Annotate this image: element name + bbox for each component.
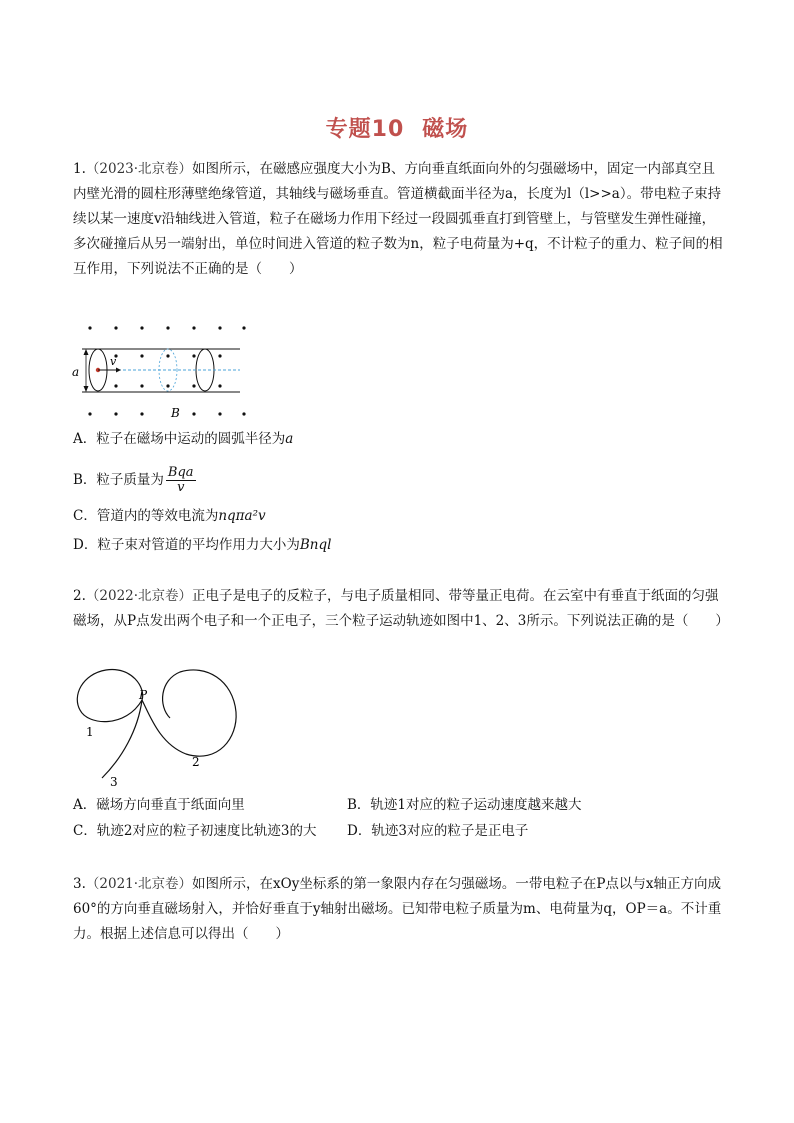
magnetic-field-dots bbox=[88, 326, 245, 415]
figure-label-a: a bbox=[72, 365, 80, 379]
question-2-option-c: C．轨迹2对应的粒子初速度比轨迹3的大 bbox=[73, 823, 317, 839]
question-1-number: 1. bbox=[73, 161, 86, 177]
question-2-figure bbox=[68, 660, 248, 790]
question-1-option-b: B．粒子质量为 $\frac{\text{Bqa}}{v}$ bbox=[73, 465, 194, 495]
figure-label-B: B bbox=[171, 406, 180, 420]
question-2-stem bbox=[73, 584, 729, 634]
question-1-stem bbox=[73, 157, 723, 282]
question-2-option-b: B．轨迹1对应的粒子运动速度越来越大 bbox=[347, 797, 582, 813]
question-1-figure bbox=[70, 320, 250, 420]
question-3-stem bbox=[73, 872, 723, 947]
question-3-source: （2021·北京卷） bbox=[85, 876, 193, 892]
question-1-option-a: A．粒子在磁场中运动的圆弧半径为a bbox=[73, 431, 294, 447]
figure-label-2: 2 bbox=[192, 755, 200, 769]
question-3-text: 如图所示，在xOy坐标系的第一象限内存在匀强磁场。一带电粒子在P点以与x轴正方向成60°的方向垂直磁场射入，并恰好垂直于y轴射出磁场。已知带电粒子质量为m、电荷量为q，OP＝a。不计重力。根据上述信息可以得出（ ） bbox=[73, 876, 722, 942]
title-topic-name: 磁场 bbox=[422, 117, 469, 142]
question-1-text: 如图所示，在磁感应强度大小为B、方向垂直纸面向外的匀强磁场中，固定一内部真空且内壁光滑的圆柱形薄壁绝缘管道，其轴线与磁场垂直。管道横截面半径为a，长度为l（l>>a）。带电粒子束持续以某一速度v沿轴线进入管道，粒子在磁场力作用下经过一段圆弧垂直打到管壁上，与管壁发生弹性碰撞，多次碰撞后从另一端射出，单位时间进入管道的粒子数为n，粒子电荷量为+q，不计粒子的重力、粒子间的相互作用，下列说法不正确的是（ ） bbox=[73, 161, 723, 277]
figure-label-P: P bbox=[139, 688, 148, 702]
question-2-option-a: A．磁场方向垂直于纸面向里 bbox=[73, 797, 245, 813]
fraction-mass: $\frac{\text{Bqa}}{v}$ bbox=[167, 465, 194, 495]
question-3-number: 3. bbox=[73, 876, 86, 892]
trajectory-3 bbox=[102, 700, 142, 778]
page-title bbox=[0, 112, 794, 143]
question-2-number: 2. bbox=[73, 588, 86, 604]
question-1-source: （2023·北京卷） bbox=[85, 161, 193, 177]
trajectory-1 bbox=[77, 670, 142, 722]
question-2-text: 正电子是电子的反粒子，与电子质量相同、带等量正电荷。在云室中有垂直于纸面的匀强磁场，从P点发出两个电子和一个正电子，三个粒子运动轨迹如图中1、2、3所示。下列说法正确的是（ ） bbox=[73, 588, 729, 629]
trajectory-2 bbox=[142, 670, 236, 756]
question-2-source: （2022·北京卷） bbox=[85, 588, 193, 604]
question-1-option-c: C．管道内的等效电流为nqπa²v bbox=[73, 508, 266, 524]
figure-label-v: v bbox=[110, 355, 117, 368]
question-2-option-d: D．轨迹3对应的粒子是正电子 bbox=[347, 823, 529, 839]
title-topic-number: 专题10 bbox=[325, 117, 405, 142]
figure-label-1: 1 bbox=[86, 725, 94, 739]
question-1-option-d: D．粒子束对管道的平均作用力大小为Bnql bbox=[73, 537, 332, 553]
figure-label-3: 3 bbox=[110, 775, 118, 789]
